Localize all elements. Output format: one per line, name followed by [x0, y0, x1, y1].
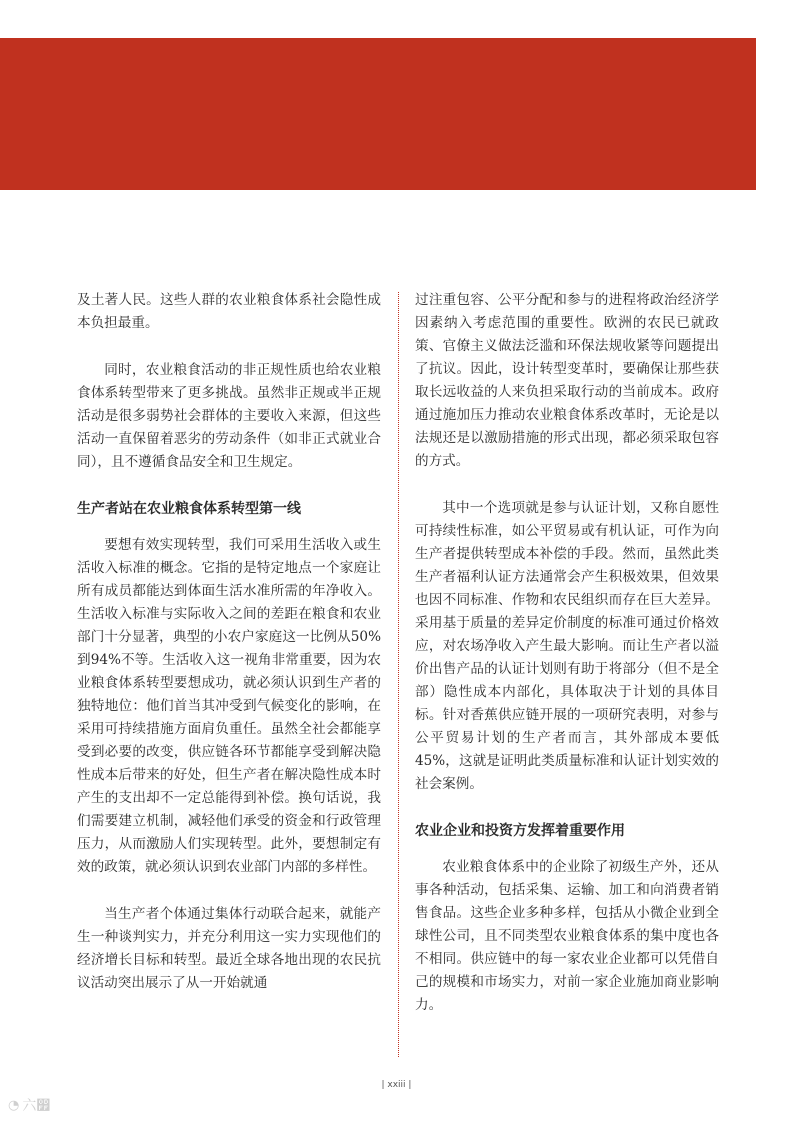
- section-heading-producers: 生产者站在农业粮食体系转型第一线: [77, 501, 301, 517]
- watermark-logo-icon: ◔: [8, 1097, 20, 1113]
- header-banner: [0, 38, 756, 190]
- left-column: [77, 289, 381, 1019]
- right-paragraph-2: 其中一个选项就是参与认证计划，又称自愿性可持续性标准，如公平贸易或有机认证，可作为向生产者提供转型成本补偿的手段。然而，虽然此类生产者福利认证方法通常会产生积极效果，但效果也因不同标准、作物和农民组织而存在巨大差异。采用基于质量的差异定价制度的标准可通过价格效应，对农场净收入产生最大影响。而让生产者以溢价出售产品的认证计划则有助于将部分（但不是全部）隐性成本内部化，具体取决于计划的具体目标。针对香蕉供应链开展的一项研究表明，对参与公平贸易计划的生产者而言，其外部成本要低45%，这就是证明此类质量标准和认证计划实效的社会案例。: [415, 500, 719, 792]
- section-heading-agribusiness: 农业企业和投资方发挥着重要作用: [415, 823, 625, 839]
- right-paragraph-3: 农业粮食体系中的企业除了初级生产外，还从事各种活动，包括采集、运输、加工和向消费者销售食品。这些企业多种多样，包括从小微企业到全球性公司，且不同类型农业粮食体系的集中度也各不相同。供应链中的每一家农业企业都可以凭借自己的规模和市场实力，对前一家企业施加商业影响力。: [415, 859, 719, 1013]
- left-paragraph-4: 当生产者个体通过集体行动联合起来，就能产生一种谈判实力，并充分利用这一实力实现他们的经济增长目标和转型。最近全球各地出现的农民抗议活动突出展示了从一开始就通: [77, 906, 381, 991]
- left-paragraph-3: 要想有效实现转型，我们可采用生活收入或生活收入标准的概念。它指的是特定地点一个家庭让所有成员都能达到体面生活水准所需的年净收入。生活收入标准与实际收入之间的差距在粮食和农业部门十分显著，典型的小农户家庭这一比例从50%到94%不等。生活收入这一视角非常重要，因为农业粮食体系转型要想成功，就必须认识到生产者的独特地位：他们首当其冲受到气候变化的影响，在采用可持续措施方面肩负重任。虽然全社会都能享受到必要的改变，供应链各环节都能享受到解决隐性成本后带来的好处，但生产者在解决隐性成本时产生的支出却不一定总能得到补偿。换句话说，我们需要建立机制，减轻他们承受的资金和行政管理压力，从而激励人们实现转型。此外，要想制定有效的政策，就必须认识到农业部门内部的多样性。: [77, 537, 381, 875]
- watermark-text: 六෿: [22, 1098, 51, 1114]
- page-number: | xxiii |: [381, 1080, 412, 1090]
- left-paragraph-2: 同时，农业粮食活动的非正规性质也给农业粮食体系转型带来了更多挑战。虽然非正规或半正规活动是很多弱势社会群体的主要收入来源，但这些活动一直保留着恶劣的劳动条件（如非正式就业合同），且不遵循食品安全和卫生规定。: [77, 362, 381, 470]
- column-divider: [398, 292, 399, 1057]
- watermark: [8, 1095, 50, 1115]
- right-paragraph-1: 过注重包容、公平分配和参与的进程将政治经济学因素纳入考虑范围的重要性。欧洲的农民已就政策、官僚主义做法泛滥和环保法规收紧等问题提出了抗议。因此，设计转型变革时，要确保让那些获取长远收益的人来负担采取行动的当前成本。政府通过施加压力推动农业粮食体系改革时，无论是以法规还是以激励措施的形式出现，都必须采取包容的方式。: [415, 292, 719, 469]
- left-paragraph-1: 及土著人民。这些人群的农业粮食体系社会隐性成本负担最重。: [77, 292, 381, 331]
- right-column: [415, 289, 719, 1041]
